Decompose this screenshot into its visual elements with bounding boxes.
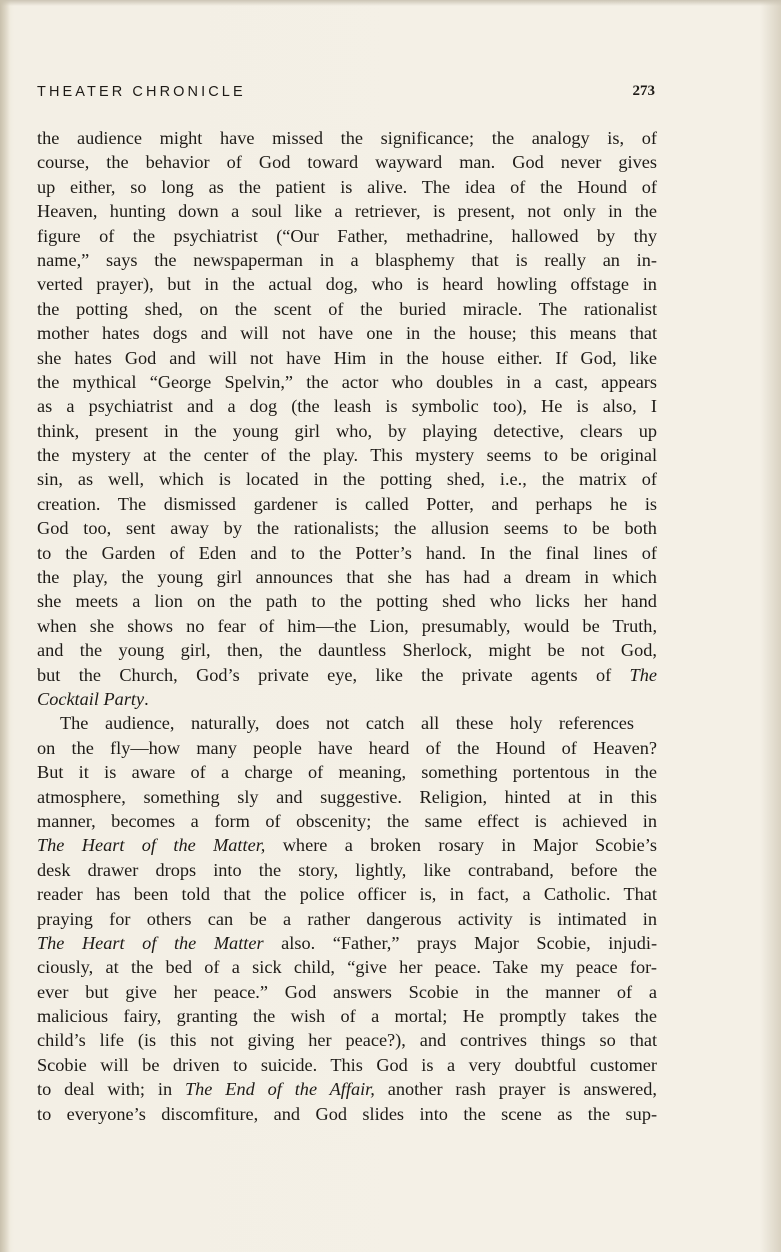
text-line — [37, 199, 657, 223]
text-run: desk drawer drops into the story, lightly, like contraband, before the — [37, 859, 658, 880]
page-top-edge-shadow — [0, 0, 781, 6]
text-run: God too, sent away by the rationalists; the allusion seems to be both — [37, 518, 657, 539]
text-line — [37, 370, 657, 394]
text-line — [37, 126, 657, 150]
text-line — [37, 1077, 657, 1101]
italic-title: The End of the Affair, — [185, 1079, 375, 1100]
text-run: ciously, at the bed of a sick child, “give her peace. Take my peace for- — [37, 957, 657, 978]
text-line — [37, 980, 657, 1004]
text-run: creation. The dismissed gardener is called Potter, and perhaps he is — [37, 493, 658, 514]
text-run: the potting shed, on the scent of the buried miracle. The rationalist — [37, 298, 658, 319]
text-line — [37, 663, 657, 687]
text-line — [37, 321, 657, 345]
text-line — [37, 346, 657, 370]
italic-title: The — [629, 664, 657, 685]
italic-title: The Heart of the Matter, — [37, 835, 266, 856]
text-line — [37, 541, 657, 565]
text-run: But it is aware of a charge of meaning, something portentous in the — [37, 762, 658, 783]
text-run: figure of the psychiatrist (“Our Father, methadrine, hallowed by thy — [37, 225, 657, 246]
text-line — [37, 1102, 657, 1126]
text-run: malicious fairy, granting the wish of a mortal; He promptly takes the — [37, 1006, 658, 1027]
paragraph-2 — [37, 711, 657, 1126]
text-run — [611, 665, 629, 685]
text-run: think, present in the young girl who, by playing detective, clears up — [37, 420, 657, 441]
paragraph-1 — [37, 126, 657, 711]
text-run: the audience might have missed the significance; the analogy is, of — [37, 128, 657, 148]
text-line — [37, 907, 657, 931]
text-line — [37, 492, 657, 516]
text-run: Scobie will be driven to suicide. This God is a very doubtful customer — [37, 1054, 658, 1075]
text-run: praying for others can be a rather dangerous activity is intimated in — [37, 908, 658, 929]
text-line — [37, 1053, 657, 1077]
text-line — [37, 516, 657, 540]
text-run: name,” says the newspaperman in a blasphemy that is really an in- — [37, 249, 657, 270]
text-line — [37, 443, 657, 467]
text-run: she meets a lion on the path to the potting shed who licks her hand — [37, 591, 657, 612]
text-line — [37, 467, 657, 491]
italic-title: Cocktail Party — [37, 688, 145, 709]
text-line — [37, 711, 657, 735]
running-head — [37, 84, 657, 106]
text-line — [37, 565, 657, 589]
text-line — [37, 419, 657, 443]
text-line — [37, 809, 657, 833]
text-line — [37, 638, 657, 662]
text-run: to deal with; in — [37, 1079, 185, 1100]
text-line — [37, 955, 657, 979]
text-run: mother hates dogs and will not have one in the house; this means that — [37, 323, 658, 344]
text-run: verted prayer), but in the actual dog, who is heard howling offstage in — [37, 274, 657, 295]
text-line — [37, 272, 657, 296]
text-line — [37, 224, 657, 248]
text-run: child’s life (is this not giving her peace?), and contrives things so that — [37, 1030, 658, 1051]
text-run: . — [144, 688, 149, 709]
text-line — [37, 833, 657, 857]
page-number: 273 — [632, 83, 655, 99]
text-run: when she shows no fear of him—the Lion, presumably, would be Truth, — [37, 615, 658, 636]
text-run: manner, becomes a form of obscenity; the same effect is achieved in — [37, 810, 657, 831]
text-run: where a broken rosary in Major Scobie’s — [265, 835, 657, 856]
text-run: reader has been told that the police officer is, in fact, a Catholic. That — [37, 884, 657, 905]
text-line — [37, 1004, 657, 1028]
text-line — [37, 931, 657, 955]
text-run: also. “Father,” prays Major Scobie, injudi- — [263, 932, 658, 953]
text-line — [37, 394, 657, 418]
text-line — [37, 687, 657, 711]
text-run: Heaven, hunting down a soul like a retriever, is present, not only in the — [37, 201, 658, 222]
text-line — [37, 1028, 657, 1052]
text-line — [37, 736, 657, 760]
text-line — [37, 760, 657, 784]
running-title: THEATER CHRONICLE — [37, 84, 246, 100]
text-run: atmosphere, something sly and suggestive. Religion, hinted at in this — [37, 786, 658, 807]
text-line — [37, 882, 657, 906]
text-run: sin, as well, which is located in the potting shed, i.e., the matrix of — [37, 469, 657, 490]
text-line — [37, 614, 657, 638]
text-run: to the Garden of Eden and to the Potter’s hand. In the final lines of — [37, 542, 657, 563]
text-run: and the young girl, then, the dauntless Sherlock, might be not God, — [37, 640, 657, 661]
text-run: The audience, naturally, does not catch all these holy references — [60, 713, 635, 734]
body-text — [37, 126, 657, 1126]
text-run: to everyone’s discomfiture, and God slides into the scene as the sup- — [37, 1103, 658, 1124]
text-run: ever but give her peace.” God answers Scobie in the manner of a — [37, 981, 657, 1002]
text-run: the mystery at the center of the play. This mystery seems to be original — [37, 445, 658, 466]
text-run: another rash prayer is answered, — [374, 1079, 657, 1100]
page-gutter-shadow — [0, 0, 10, 1252]
text-line — [37, 785, 657, 809]
text-run: up either, so long as the patient is alive. The idea of the Hound of — [37, 176, 657, 197]
text-line — [37, 150, 657, 174]
text-run: on the fly—how many people have heard of the Hound of Heaven? — [37, 737, 657, 758]
text-line — [37, 175, 657, 199]
italic-title: The Heart of the Matter — [37, 932, 264, 953]
text-run: course, the behavior of God toward wayward man. God never gives — [37, 152, 657, 173]
text-run: she hates God and will not have Him in the house either. If God, like — [37, 347, 657, 368]
text-run: the play, the young girl announces that she has had a dream in which — [37, 567, 657, 588]
text-line — [37, 248, 657, 272]
text-line — [37, 858, 657, 882]
text-line — [37, 589, 657, 613]
text-run: as a psychiatrist and a dog (the leash is symbolic too), He is also, I — [37, 396, 657, 417]
text-line — [37, 297, 657, 321]
text-run: the mythical “George Spelvin,” the actor who doubles in a cast, appears — [37, 371, 658, 392]
text-run: but the Church, God’s private eye, like the private agents of — [37, 664, 612, 685]
